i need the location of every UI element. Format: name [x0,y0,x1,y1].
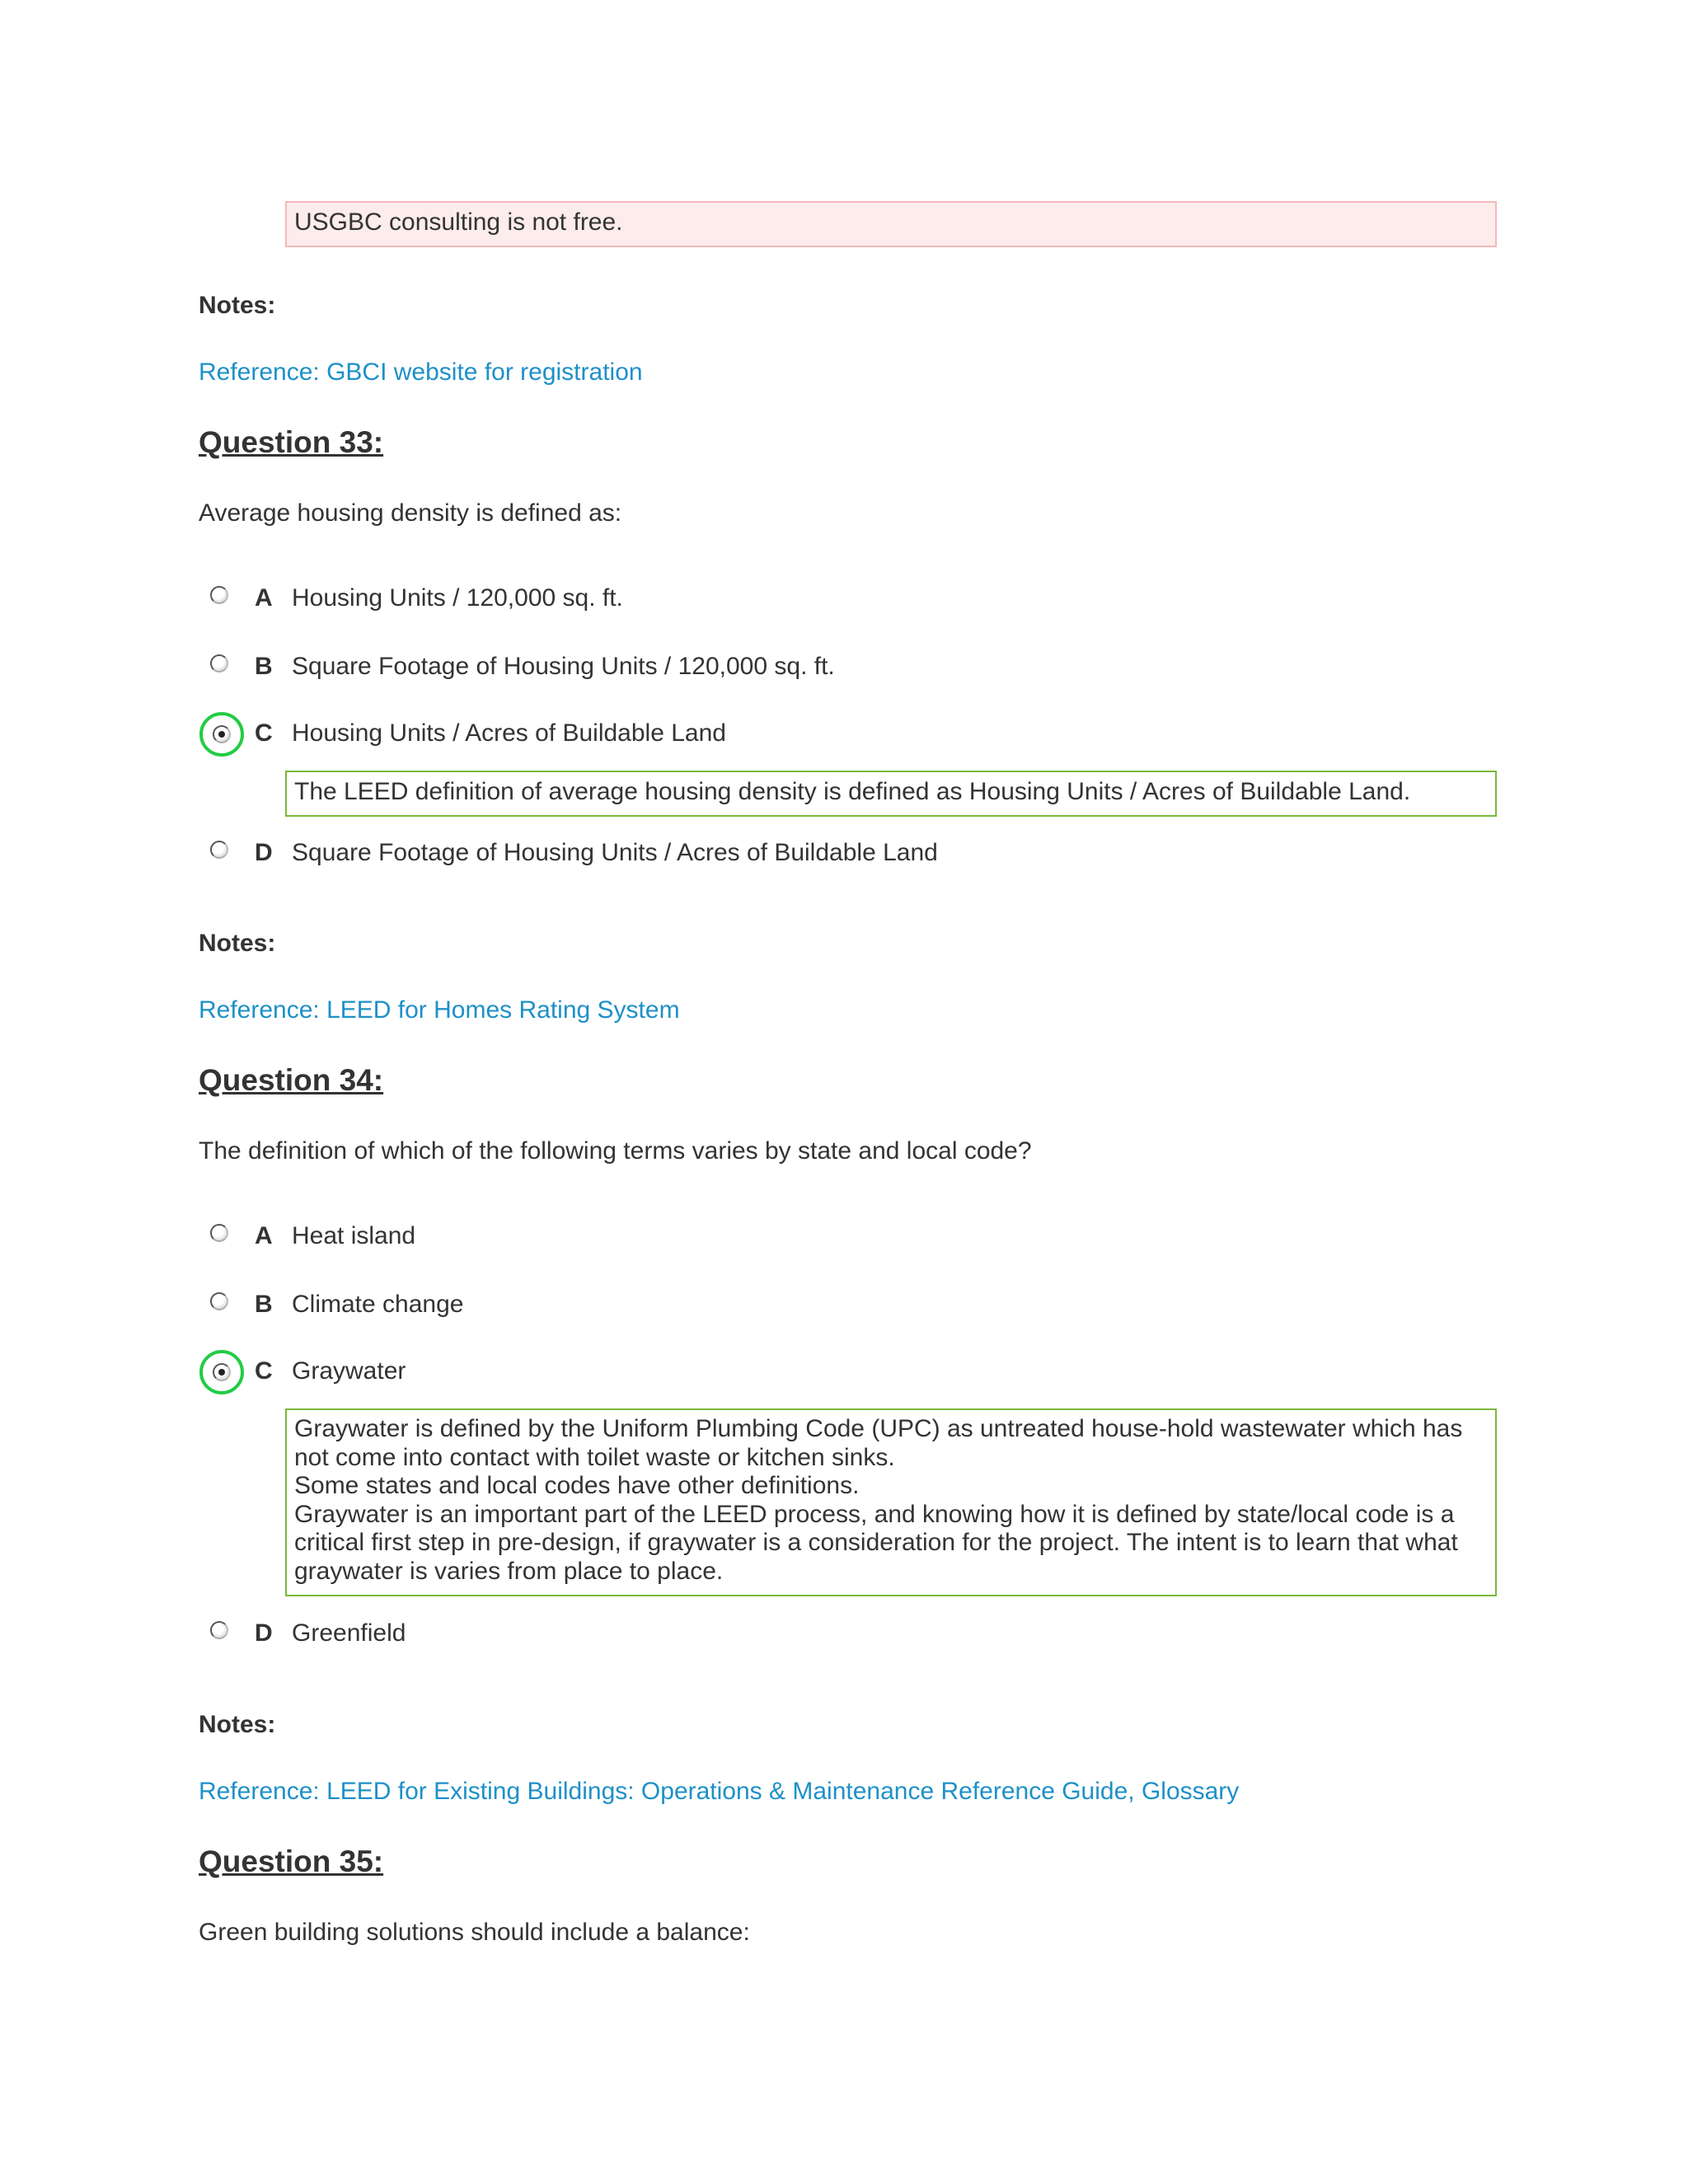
reference-link[interactable]: Reference: LEED for Homes Rating System [199,996,680,1024]
explanation-line: Graywater is an important part of the LEED process, and knowing how it is defined by state/local code is a [294,1500,1455,1528]
option-text: Housing Units / 120,000 sq. ft. [292,584,623,612]
explanation-line: Some states and local codes have other definitions. [294,1472,860,1499]
question-heading: Question 34: [199,1063,384,1097]
question-prompt: Green building solutions should include a balance: [199,1919,750,1946]
reference-link[interactable]: Reference: GBCI website for registration [199,359,643,386]
notes-label: Notes: [199,930,276,957]
question-prompt: The definition of which of the following terms varies by state and local code? [199,1137,1032,1165]
explanation-line: not come into contact with toilet waste or kitchen sinks. [294,1443,895,1471]
feedback-text: USGBC consulting is not free. [294,209,623,236]
answer-explanation [285,1408,1497,1596]
option-letter: B [255,653,273,680]
radio-button-checked[interactable] [213,725,231,743]
option-letter: D [255,839,273,866]
explanation-line: critical first step in pre-design, if graywater is a consideration for the project. The intent is to learn that what [294,1529,1458,1556]
reference-link[interactable]: Reference: LEED for Existing Buildings: Operations & Maintenance Reference Guide, Glossary [199,1778,1240,1805]
explanation-line: graywater is varies from place to place. [294,1557,724,1585]
option-text: Climate change [292,1291,464,1318]
option-d[interactable] [199,832,1105,876]
option-a[interactable] [199,1215,940,1259]
radio-button[interactable] [210,586,228,604]
option-d[interactable] [199,1612,940,1657]
option-b[interactable] [199,1283,940,1328]
option-b[interactable] [199,645,1105,690]
option-letter: A [255,584,273,612]
option-c-selected[interactable] [199,1350,940,1394]
notes-label: Notes: [199,292,276,319]
option-text: Square Footage of Housing Units / 120,000 sq. ft. [292,653,835,680]
option-c-selected[interactable] [199,712,1105,757]
radio-button[interactable] [210,654,228,673]
notes-label: Notes: [199,1711,276,1738]
question-heading: Question 35: [199,1844,384,1878]
option-text: Housing Units / Acres of Buildable Land [292,719,726,747]
option-text: Graywater [292,1357,406,1385]
question-heading: Question 33: [199,425,384,459]
radio-button[interactable] [210,1292,228,1310]
radio-button-checked[interactable] [213,1363,231,1381]
option-text: Square Footage of Housing Units / Acres of Buildable Land [292,839,938,866]
option-letter: D [255,1619,273,1647]
explanation-line: Graywater is defined by the Uniform Plumbing Code (UPC) as untreated house-hold wastewater which has [294,1415,1463,1442]
explanation-text: The LEED definition of average housing density is defined as Housing Units / Acres of Buildable Land. [294,778,1411,805]
radio-button[interactable] [210,1224,228,1242]
option-text: Heat island [292,1222,416,1249]
option-text: Greenfield [292,1619,406,1647]
question-prompt: Average housing density is defined as: [199,499,622,527]
option-a[interactable] [199,577,940,621]
option-letter: B [255,1291,273,1318]
answer-feedback-incorrect [285,201,1497,247]
radio-button[interactable] [210,841,228,859]
radio-button[interactable] [210,1621,228,1639]
option-letter: C [255,1357,273,1385]
option-letter: A [255,1222,273,1249]
answer-explanation [285,771,1497,817]
option-letter: C [255,719,273,747]
